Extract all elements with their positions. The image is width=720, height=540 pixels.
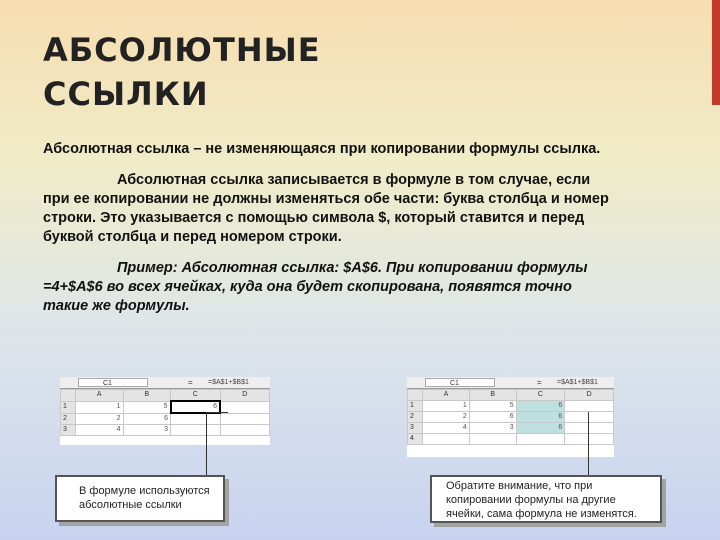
cell: 3 <box>123 425 171 436</box>
row-header: 2 <box>408 412 423 423</box>
cell <box>171 413 220 425</box>
row-header: 1 <box>408 401 423 412</box>
cell: 4 <box>76 425 124 436</box>
cell: 3 <box>469 423 516 434</box>
slide-title <box>43 28 321 116</box>
name-box: C1 <box>78 378 148 387</box>
title-line-2: ССЫЛКИ <box>43 75 209 113</box>
formula-text: =$A$1+$B$1 <box>557 379 598 386</box>
cell <box>565 401 614 412</box>
example-paragraph: Пример: Абсолютная ссылка: $A$6. При копировании формулы =4+$A$6 во всех ячейках, куда она будет скопирована, появятся точно такие же формулы. <box>43 260 588 314</box>
slide-body <box>43 140 613 316</box>
spreadsheet-screenshot-1 <box>60 377 270 445</box>
cell: 1 <box>423 401 470 412</box>
highlighted-cell: 6 <box>516 423 565 434</box>
row-header: 3 <box>408 423 423 434</box>
cell-grid <box>407 389 614 445</box>
cell-grid <box>60 389 270 436</box>
column-header: D <box>565 390 614 401</box>
callout-1-text: В формуле используются абсолютные ссылки <box>79 485 210 511</box>
row-header: 4 <box>408 434 423 445</box>
cell: 5 <box>469 401 516 412</box>
cell <box>565 423 614 434</box>
column-header: B <box>123 390 171 402</box>
cell: 2 <box>423 412 470 423</box>
cell: 2 <box>76 413 124 425</box>
cell: 4 <box>423 423 470 434</box>
column-header: A <box>423 390 470 401</box>
explanation-paragraph: Абсолютная ссылка записывается в формуле в том случае, если при ее копировании не должны изменяться обе части: буква столбца и номер строки. Это указывается с помощью символа $, который ставится и перед буквой столбца и перед номером строки. <box>43 172 609 245</box>
column-header: C <box>516 390 565 401</box>
callout-box-1 <box>55 475 225 522</box>
cell: 5 <box>123 401 171 413</box>
cell: 1 <box>76 401 124 413</box>
spreadsheet-screenshot-2 <box>407 377 614 457</box>
definition-paragraph: Абсолютная ссылка – не изменяющаяся при копировании формулы ссылка. <box>43 141 601 157</box>
corner-cell <box>408 390 423 401</box>
row-header: 2 <box>61 413 76 425</box>
cell <box>171 425 220 436</box>
equals-icon: = <box>188 378 193 387</box>
callout-2-text: Обратите внимание, что при копировании формулы на другие ячейки, сама формула не изменятся. <box>446 480 637 520</box>
column-header: B <box>469 390 516 401</box>
column-header: A <box>76 390 124 402</box>
formula-text: =$A$1+$B$1 <box>208 379 249 386</box>
equals-icon: = <box>537 378 542 387</box>
highlighted-cell: 6 <box>516 412 565 423</box>
formula-bar <box>407 377 614 389</box>
cell <box>220 425 269 436</box>
corner-cell <box>61 390 76 402</box>
title-line-1: АБСОЛЮТНЫЕ <box>43 31 321 69</box>
row-header: 3 <box>61 425 76 436</box>
callout-1-leader-horizontal <box>206 412 228 413</box>
cell <box>423 434 470 445</box>
cell <box>565 434 614 445</box>
column-header: D <box>220 390 269 402</box>
cell <box>469 434 516 445</box>
callout-2-leader-vertical <box>588 412 589 476</box>
cell <box>516 434 565 445</box>
column-header: C <box>171 390 220 402</box>
name-box: C1 <box>425 378 495 387</box>
highlighted-cell: 6 <box>516 401 565 412</box>
cell <box>220 413 269 425</box>
cell <box>565 412 614 423</box>
accent-bar <box>712 0 720 105</box>
cell: 6 <box>123 413 171 425</box>
selected-cell: 6 <box>171 401 220 413</box>
formula-bar <box>60 377 270 389</box>
row-header: 1 <box>61 401 76 413</box>
cell: 6 <box>469 412 516 423</box>
callout-1-leader-vertical <box>206 412 207 476</box>
callout-box-2 <box>430 475 662 523</box>
